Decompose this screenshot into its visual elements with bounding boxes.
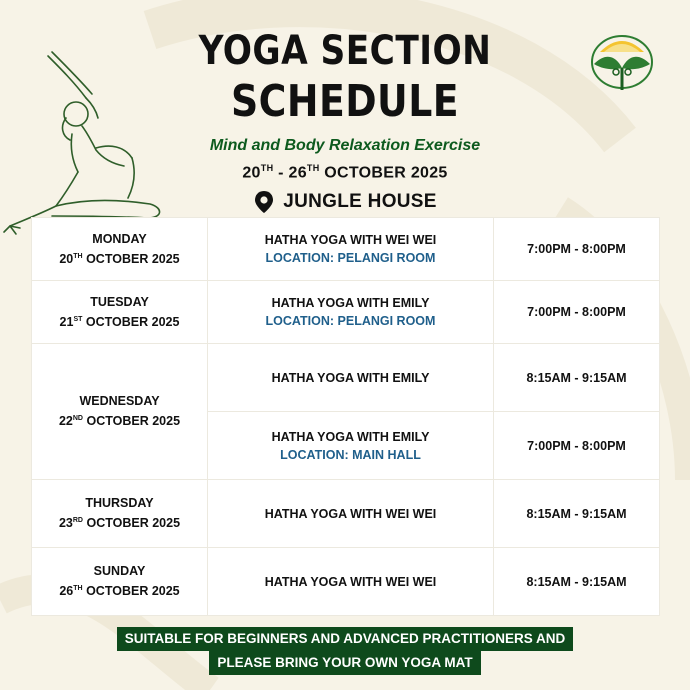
date-range: 20TH - 26TH OCTOBER 2025	[242, 163, 448, 182]
day-cell: MONDAY 20TH OCTOBER 2025	[32, 218, 208, 281]
activity-cell: HATHA YOGA WITH WEI WEI	[208, 548, 494, 616]
venue-name: JUNGLE HOUSE	[283, 191, 437, 212]
activity-cell: HATHA YOGA WITH EMILY LOCATION: MAIN HALL	[208, 412, 494, 480]
activity-cell: HATHA YOGA WITH EMILY LOCATION: PELANGI ROOM	[208, 281, 494, 344]
day-cell: SUNDAY 26TH OCTOBER 2025	[32, 548, 208, 616]
day-cell: WEDNESDAY 22ND OCTOBER 2025	[32, 344, 208, 480]
time-cell: 8:15AM - 9:15AM	[494, 548, 660, 616]
schedule-table	[31, 217, 660, 616]
page-title-line1: YOGA SECTION	[198, 28, 492, 74]
footer-line2: PLEASE BRING YOUR OWN YOGA MAT	[209, 651, 480, 675]
location-text: LOCATION: MAIN HALL	[280, 447, 421, 462]
activity-cell: HATHA YOGA WITH WEI WEI	[208, 480, 494, 548]
table-row	[32, 218, 660, 281]
table-row	[32, 281, 660, 344]
table-row	[32, 480, 660, 548]
table-row	[32, 344, 660, 412]
day-cell: TUESDAY 21ST OCTOBER 2025	[32, 281, 208, 344]
location-pin-icon	[253, 190, 275, 214]
day-cell: THURSDAY 23RD OCTOBER 2025	[32, 480, 208, 548]
subtitle: Mind and Body Relaxation Exercise	[209, 137, 481, 154]
activity-cell: HATHA YOGA WITH EMILY	[208, 344, 494, 412]
table-row	[32, 548, 660, 616]
activity-cell: HATHA YOGA WITH WEI WEI LOCATION: PELANGI ROOM	[208, 218, 494, 281]
location-text: LOCATION: PELANGI ROOM	[265, 314, 436, 328]
time-cell: 7:00PM - 8:00PM	[494, 218, 660, 281]
time-cell: 8:15AM - 9:15AM	[494, 344, 660, 412]
venue	[0, 190, 690, 214]
page-title-line2: SCHEDULE	[230, 76, 460, 127]
footer-line1: SUITABLE FOR BEGINNERS AND ADVANCED PRACTITIONERS AND	[117, 627, 574, 651]
time-cell: 8:15AM - 9:15AM	[494, 480, 660, 548]
location-text: LOCATION: PELANGI ROOM	[265, 251, 436, 265]
footer-note	[0, 627, 690, 675]
time-cell: 7:00PM - 8:00PM	[494, 281, 660, 344]
time-cell: 7:00PM - 8:00PM	[494, 412, 660, 480]
